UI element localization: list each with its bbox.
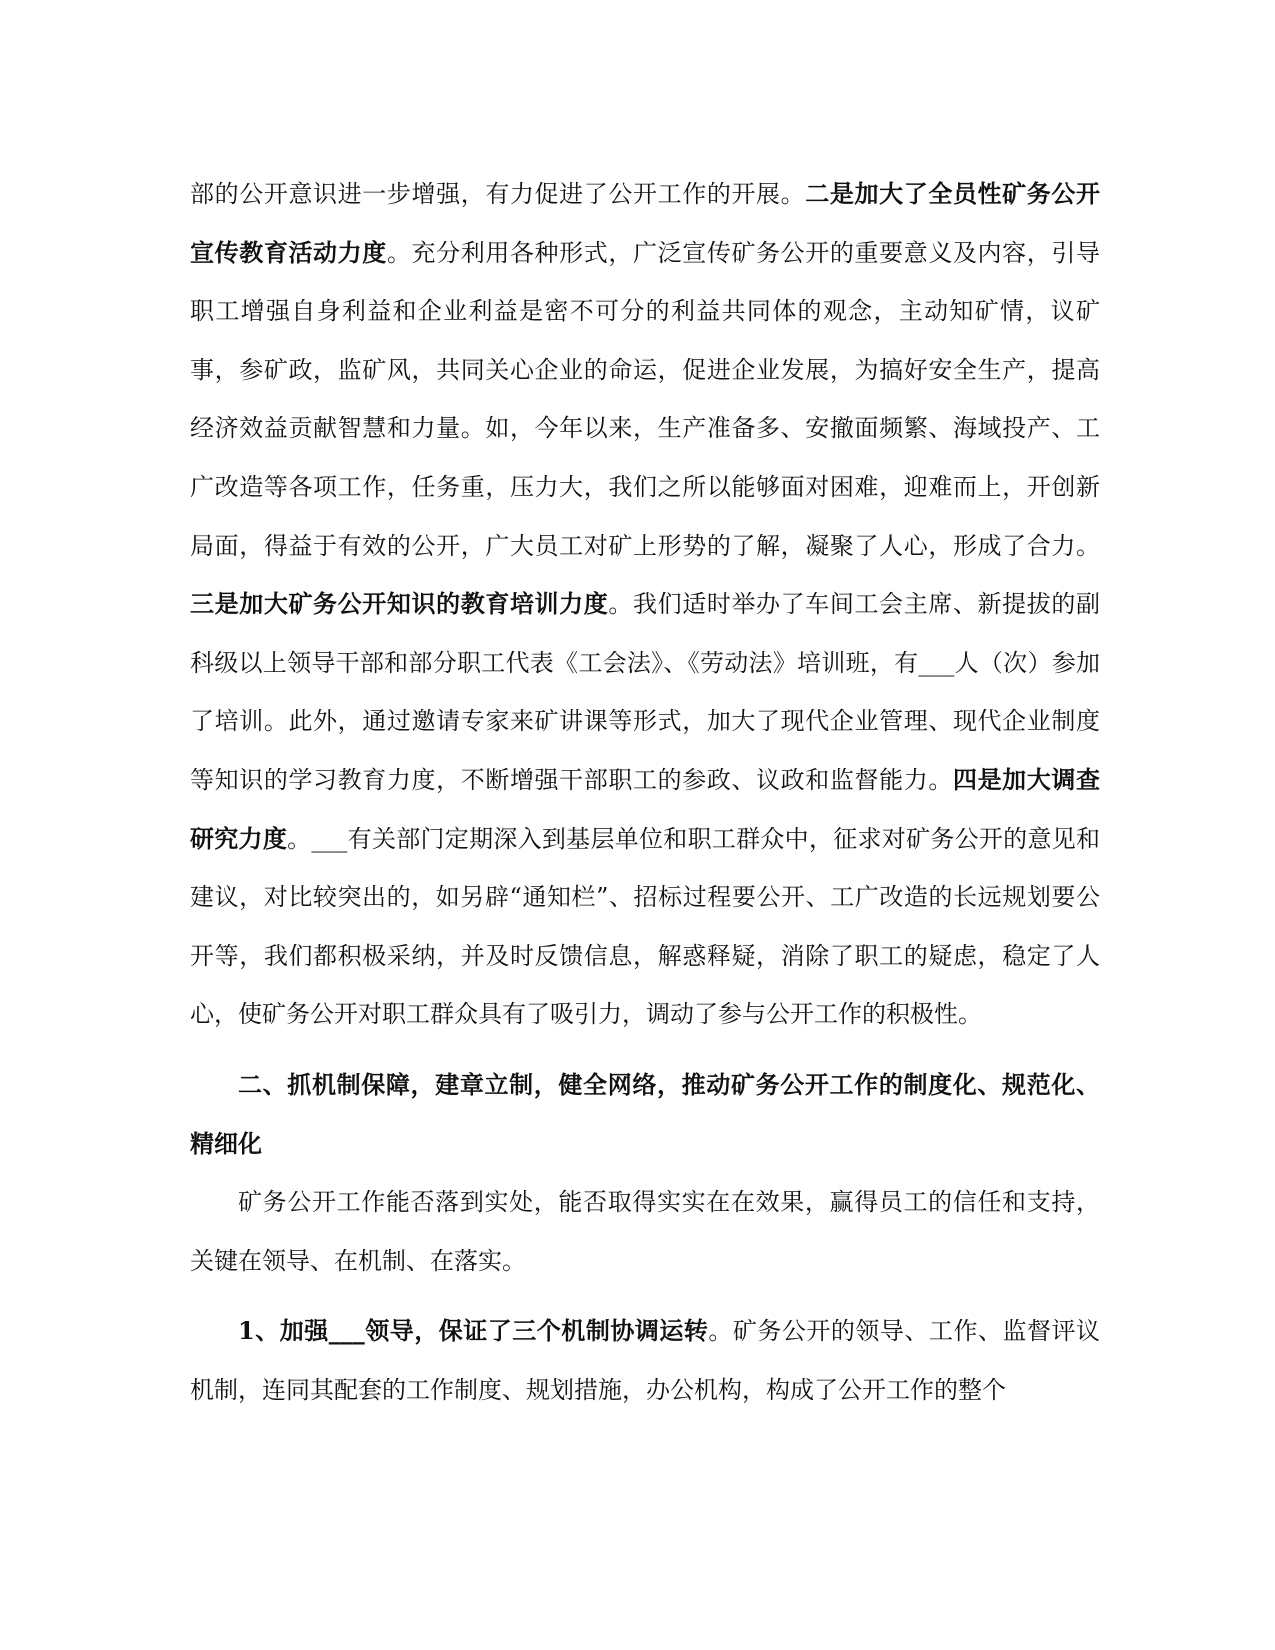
bold-item-1: 1、加强___领导，保证了三个机制协调运转 [238,1316,709,1346]
document-page [190,165,1100,1419]
paragraph-intro [190,1173,1100,1290]
bold-point-four: 四是加大调查研究力度 [190,764,1101,853]
section-heading [190,1056,1100,1173]
paragraph-continuation [190,165,1100,1044]
text-run: 。___有关部门定期深入到基层单位和职工群众中，征求对矿务公开的意见和建议，对比较突出的，如另辟“通知栏”、招标过程要公开、工广改造的长远规划要公开等，我们都积极采纳，并及时反馈信息，解惑释疑，消除了职工的疑虑，稳定了人心，使矿务公开对职工群众具有了吸引力，调动了参与公开工作的积极性。 [190,824,1101,1029]
text-run: 部的公开意识进一步增强，有力促进了公开工作的开展。 [190,180,806,208]
paragraph-item-1 [190,1302,1100,1419]
section-heading-text: 二、抓机制保障，建章立制，健全网络，推动矿务公开工作的制度化、规范化、精细化 [190,1069,1100,1158]
bold-point-three: 三是加大矿务公开知识的教育培训力度 [190,589,609,619]
bold-point-two: 二是加大了全员性矿务公开宣传教育活动力度 [190,179,1101,267]
text-run: 。充分利用各种形式，广泛宣传矿务公开的重要意义及内容，引导职工增强自身利益和企业利益是密不可分的利益共同体的观念，主动知矿情，议矿事，参矿政，监矿风，共同关心企业的命运，促进企业发展，为搞好安全生产，提高经济效益贡献智慧和力量。如，今年以来，生产准备多、安撤面频繁、海域投产、工广改造等各项工作，任务重，压力大，我们之所以能够面对困难，迎难而上，开创新局面，得益于有效的公开，广大员工对矿上形势的了解，凝聚了人心，形成了合力。 [190,238,1100,560]
text-run: 。我们适时举办了车间工会主席、新提拔的副科级以上领导干部和部分职工代表《工会法》、《劳动法》培训班，有___人（次）参加了培训。此外，通过邀请专家来矿讲课等形式，加大了现代企业管理、现代企业制度等知识的学习教育力度，不断增强干部职工的参政、议政和监督能力。 [190,590,1101,794]
text-run: 。矿务公开的领导、工作、监督评议机制，连同其配套的工作制度、规划措施，办公机构，构成了公开工作的整个 [190,1317,1101,1404]
text-run: 矿务公开工作能否落到实处，能否取得实实在在效果，赢得员工的信任和支持，关键在领导、在机制、在落实。 [190,1188,1100,1275]
